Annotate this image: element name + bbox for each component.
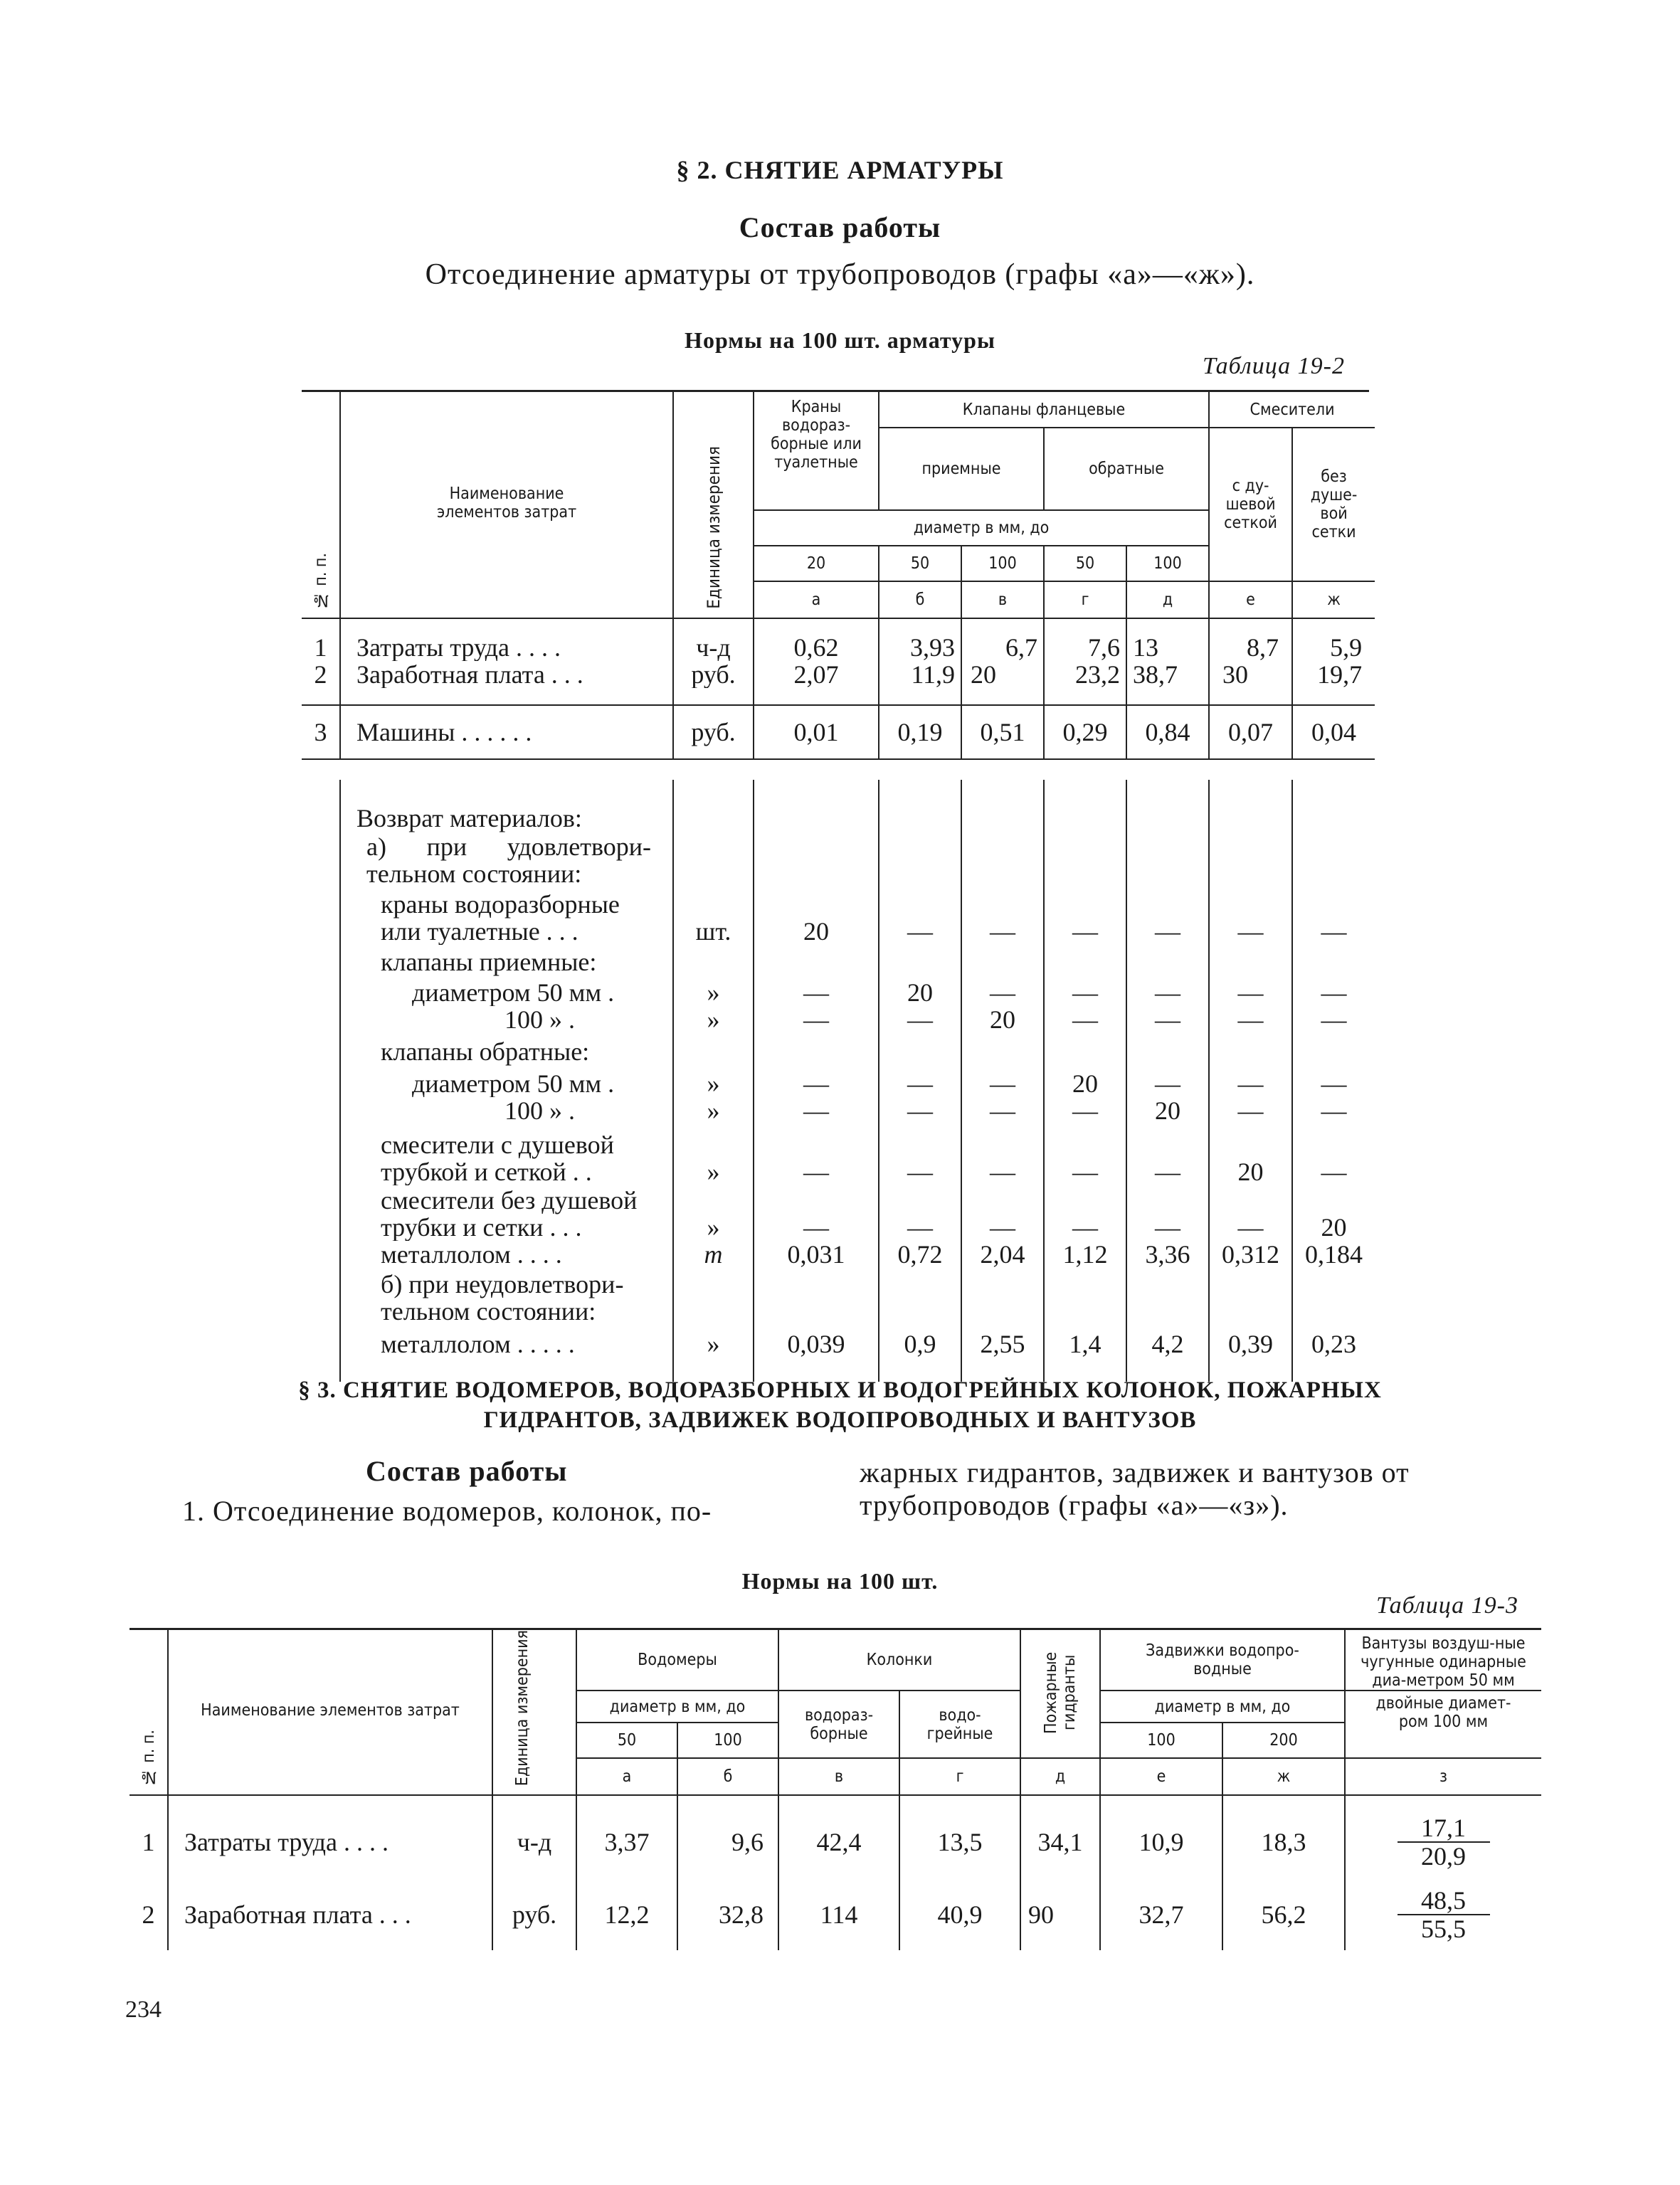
t2-letter: б <box>879 581 961 618</box>
section3-norms-title: Нормы на 100 шт. <box>741 1568 939 1594</box>
t3-header-diameter-gates: диаметр в мм, до <box>1100 1691 1345 1723</box>
t2-letter: ж <box>1292 581 1375 618</box>
t2-header-name: Наименование элементов затрат <box>340 392 673 618</box>
t2-header-valves: Клапаны фланцевые <box>879 392 1209 428</box>
t3-letter: б <box>677 1758 778 1795</box>
t2-row-machines: 3 Машины . . . . . . руб. 0,01 0,19 0,51 0,29 0,84 0,07 0,04 <box>302 705 1375 759</box>
t2-letter: в <box>961 581 1044 618</box>
t2-return-scrap: металлолом . . . . т 0,031 0,72 2,04 1,12 3,36 0,312 0,184 <box>302 1241 1375 1268</box>
t3-letter: а <box>576 1758 677 1795</box>
t2-return-cranes: краны водоразборные или туалетные . . . шт. 20 — — — — — — <box>302 888 1375 945</box>
t2-diam-e: 100 <box>1126 546 1209 581</box>
section2-work-text: Отсоединение арматуры от трубопроводов (графы «а»—«ж»). <box>425 258 1255 291</box>
t2-letter: а <box>754 581 879 618</box>
section3-work-left: 1. Отсоединение водомеров, колонок, по- <box>182 1495 712 1527</box>
t2-row-labor: 1 Затраты труда . . . . ч-д 0,62 3,93 6,7 7,6 13 8,7 5,9 <box>302 634 1375 661</box>
t3-vent-fraction: 48,5 55,5 <box>1345 1879 1541 1950</box>
t3-header-vent2: двойные диамет-ром 100 мм <box>1345 1691 1541 1758</box>
t2-header-diameter: диаметр в мм, до <box>754 510 1209 546</box>
section3-work-right1: жарных гидрантов, задвижек и вантузов от <box>860 1456 1410 1488</box>
table-19-3 <box>130 1630 1541 1950</box>
t2-return-intake-50: диаметром 50 мм . » — 20 — — — — — <box>302 979 1375 1006</box>
t2-diam-b: 50 <box>879 546 961 581</box>
t2-header-num: № п. п. <box>302 392 340 618</box>
t2-diam-a: 20 <box>754 546 879 581</box>
section2-work-title: Состав работы <box>739 211 941 243</box>
t2-return-check-50: диаметром 50 мм . » — — — 20 — — — <box>302 1070 1375 1097</box>
t3-row-labor: 1 Затраты труда . . . . ч-д 3,37 9,6 42,4 13,5 34,1 10,9 18,3 17,1 20,9 <box>130 1805 1541 1879</box>
t3-header-meters: Водомеры <box>576 1630 778 1691</box>
t3-header-hydrants: Пожарные гидранты <box>1020 1630 1100 1758</box>
t2-return-check-100: 100 » . » — — — — 20 — — <box>302 1097 1375 1124</box>
t2-header-with-mesh: с ду-шевой сеткой <box>1209 428 1292 581</box>
t3-diam: 100 <box>677 1723 778 1758</box>
t3-header-diameter-meters: диаметр в мм, до <box>576 1691 778 1723</box>
t3-letter: г <box>899 1758 1020 1795</box>
t3-header-columns: Колонки <box>778 1630 1020 1691</box>
t3-diam: 50 <box>576 1723 677 1758</box>
t2-letter: е <box>1209 581 1292 618</box>
t2-header-without-mesh: без душе-вой сетки <box>1310 467 1358 541</box>
section2-norms-title: Нормы на 100 шт. арматуры <box>685 327 995 353</box>
section3-work-right2: трубопроводов (графы «а»—«з»). <box>860 1489 1289 1521</box>
t3-row-salary: 2 Заработная плата . . . руб. 12,2 32,8 114 40,9 90 32,7 56,2 48,5 55,5 <box>130 1879 1541 1950</box>
section2-title: § 2. СНЯТИЕ АРМАТУРЫ <box>676 156 1004 184</box>
t2-header-check: обратные <box>1044 428 1209 510</box>
t2-letter: д <box>1126 581 1209 618</box>
t3-letter: ж <box>1222 1758 1345 1795</box>
t3-diam: 200 <box>1222 1723 1345 1758</box>
t2-return-scrap-b: металлолом . . . . . » 0,039 0,9 2,55 1,4 4,2 0,39 0,23 <box>302 1328 1375 1360</box>
t3-letter: в <box>778 1758 899 1795</box>
section3-title-line2: ГИДРАНТОВ, ЗАДВИЖЕК ВОДОПРОВОДНЫХ И ВАНТУЗОВ <box>483 1407 1197 1433</box>
t2-return-mixers-with: смесители с душевой трубкой и сеткой . . » — — — — — 20 — <box>302 1124 1375 1185</box>
t2-return-check-label: клапаны обратные: <box>302 1033 1375 1070</box>
t2-header-unit: Единица измерения <box>673 392 754 618</box>
t3-header-draw: водораз-борные <box>778 1691 899 1758</box>
t2-row-salary: 2 Заработная плата . . . руб. 2,07 11,9 20 23,2 38,7 30 19,7 <box>302 661 1375 688</box>
t3-header-unit: Единица измерения <box>492 1630 576 1795</box>
t2-return-intake-100: 100 » . » — — 20 — — — — <box>302 1006 1375 1033</box>
t3-header-name: Наименование элементов затрат <box>168 1630 492 1795</box>
t3-header-vent: Вантузы воздуш-ные чугунные одинарные диа-метром 50 мм <box>1361 1634 1526 1690</box>
table-19-2-label: Таблица 19-2 <box>1203 353 1345 379</box>
t3-vent-fraction: 17,1 20,9 <box>1345 1805 1541 1879</box>
t2-returns-title: Возврат материалов: <box>302 804 1375 832</box>
t3-header-gates: Задвижки водопро-водные <box>1100 1630 1345 1691</box>
t2-returns-a: а) при удовлетвори-тельном состоянии: <box>302 832 1375 888</box>
t3-letter: д <box>1020 1758 1100 1795</box>
t2-diam-d: 50 <box>1044 546 1126 581</box>
section3-title-line1: § 3. СНЯТИЕ ВОДОМЕРОВ, ВОДОРАЗБОРНЫХ И ВОДОГРЕЙНЫХ КОЛОНОК, ПОЖАРНЫХ <box>298 1377 1382 1403</box>
t2-return-b: б) при неудовлетвори-тельном состоянии: <box>302 1268 1375 1328</box>
page-number: 234 <box>125 1996 162 2023</box>
t2-header-cranes: Краны водораз-борные или туалетные <box>754 392 879 510</box>
t2-return-intake-label: клапаны приемные: <box>302 945 1375 979</box>
table-19-2 <box>302 392 1375 760</box>
table-19-2-returns <box>302 780 1375 1382</box>
t2-header-mixers: Смесители <box>1209 392 1375 428</box>
t2-header-intake: приемные <box>879 428 1044 510</box>
t3-header-num: № п. п. <box>130 1630 168 1795</box>
t2-diam-c: 100 <box>961 546 1044 581</box>
t2-letter: г <box>1044 581 1126 618</box>
t3-letter: з <box>1345 1758 1541 1795</box>
t3-letter: е <box>1100 1758 1222 1795</box>
section3-work-title: Состав работы <box>366 1455 568 1487</box>
t3-header-heat: водо-грейные <box>899 1691 1020 1758</box>
t2-return-mixers-without: смесители без душевой трубки и сетки . . . » — — — — — — 20 <box>302 1185 1375 1241</box>
t3-diam: 100 <box>1100 1723 1222 1758</box>
table-19-3-label: Таблица 19-3 <box>1376 1592 1518 1619</box>
